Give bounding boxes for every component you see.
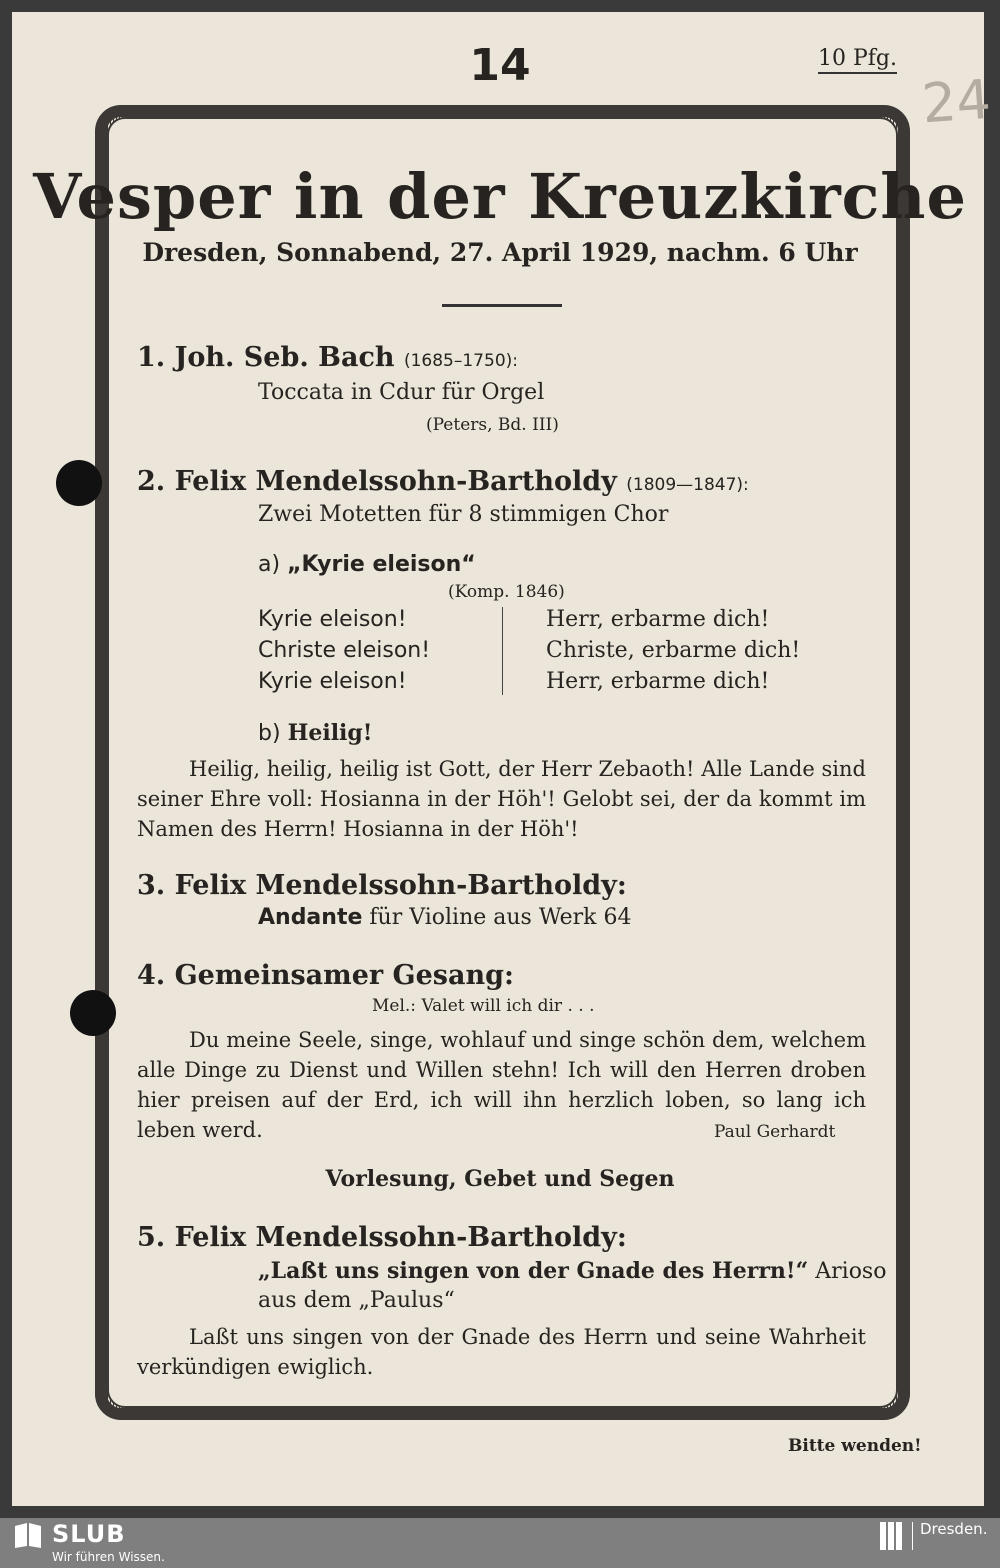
latin-line-2: Christe eleison! [258,638,431,663]
motet-b-text: Heilig, heilig, heilig ist Gott, der Herr Zebaoth! Alle Lande sind seiner Ehre voll: Hosianna in der Höh'! Gelobt sei, der da kommt im Namen des Herrn! Hosianna in der Höh'! [137,757,866,841]
item-2-work: Zwei Motetten für 8 stimmigen Chor [258,502,669,527]
punch-hole-icon [56,460,102,506]
motet-a-note: (Komp. 1846) [448,582,565,602]
page-subtitle: Dresden, Sonnabend, 27. April 1929, nachm. 6 Uhr [142,238,858,267]
item-5-heading [137,1222,627,1253]
item-number: 1. [137,342,166,373]
composer-name: Felix Mendelssohn-Bartholdy: [174,870,627,901]
slub-book-icon[interactable] [12,1520,44,1550]
work-title: „Laßt uns singen von der Gnade des Herrn!“ [258,1258,809,1284]
item-number: 5. [137,1222,166,1253]
german-line-3: Herr, erbarme dich! [546,669,770,694]
punch-hole-icon [70,990,116,1036]
item-4-heading [137,960,514,991]
composer-name: Joh. Seb. Bach [174,342,395,373]
motet-b-label: b) [258,721,281,746]
item-3-work [258,905,632,930]
page-title: Vesper in der Kreuzkirche [33,160,967,233]
composer-years: (1685–1750): [403,351,518,371]
work-type: Arioso [815,1259,887,1284]
item-5-text: Laßt uns singen von der Gnade des Herrn und seine Wahrheit verkündigen ewiglich. [137,1325,866,1379]
latin-line-3: Kyrie eleison! [258,669,407,694]
item-number: 2. [137,466,166,497]
dresden-logo-text[interactable]: Dresden. [920,1520,988,1538]
slub-slogan: Wir führen Wissen. [52,1550,165,1564]
dresden-crest-icon[interactable] [880,1522,902,1550]
german-line-2: Christe, erbarme dich! [546,638,801,663]
item-1-edition: (Peters, Bd. III) [426,415,559,435]
work-title: Andante [258,905,363,930]
motet-b-title: Heilig! [287,720,373,746]
page-number: 14 [469,40,531,91]
column-divider [502,607,503,695]
footer-separator [912,1522,913,1550]
item-5-source: aus dem „Paulus“ [258,1288,455,1313]
work-detail: für Violine aus Werk 64 [369,905,632,930]
item-5-work [258,1258,886,1284]
interlude: Vorlesung, Gebet und Segen [325,1166,675,1192]
motet-b-heading [258,720,372,746]
composer-years: (1809—1847): [626,475,749,495]
item-number: 4. [137,960,166,991]
title-divider [442,304,562,307]
motet-a-label: a) [258,552,281,577]
hymn-heading: Gemeinsamer Gesang: [174,960,514,991]
pencil-annotation: 24 [919,67,993,136]
latin-line-1: Kyrie eleison! [258,607,407,632]
hymn-melody: Mel.: Valet will ich dir . . . [372,996,595,1016]
motet-a-heading [258,552,476,577]
item-2-heading [137,466,749,497]
motet-a-title: „Kyrie eleison“ [287,552,476,577]
item-3-heading [137,870,627,901]
item-1-work: Toccata in Cdur für Orgel [258,380,545,405]
item-1-heading [137,342,518,373]
german-line-1: Herr, erbarme dich! [546,607,770,632]
hymn-author: Paul Gerhardt [714,1122,836,1142]
price-label: 10 Pfg. [818,46,897,74]
composer-name: Felix Mendelssohn-Bartholdy [174,466,617,497]
turn-page-note: Bitte wenden! [788,1436,922,1456]
slub-logo-text[interactable]: SLUB [52,1520,126,1548]
hymn-text: Du meine Seele, singe, wohlauf und singe schön dem, welchem alle Dinge zu Dienst und Willen stehn! Ich will den Herren droben hier preisen auf der Erd, ich will ihn herzlich loben, so lang ich leben werd. [137,1028,866,1142]
composer-name: Felix Mendelssohn-Bartholdy: [174,1222,627,1253]
item-number: 3. [137,870,166,901]
